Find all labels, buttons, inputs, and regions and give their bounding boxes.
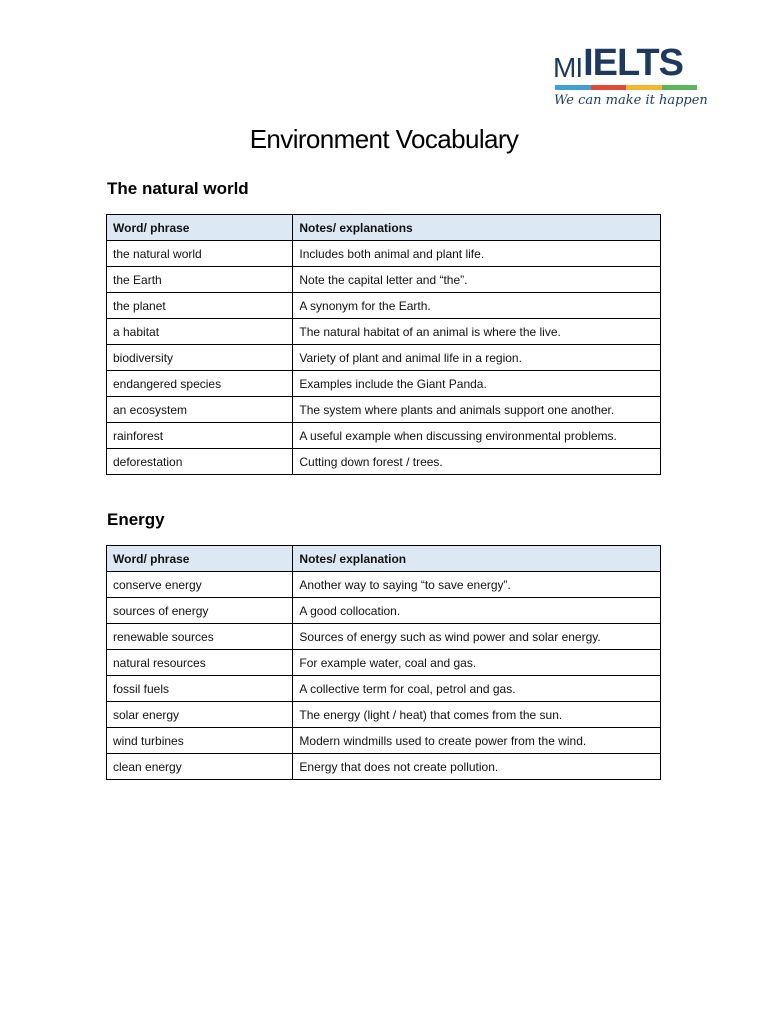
- logo: [553, 42, 708, 116]
- logo-bar-segment: [555, 85, 591, 90]
- notes-cell: Cutting down forest / trees.: [293, 449, 661, 475]
- column-header-notes: Notes/ explanations: [293, 215, 661, 241]
- table-row: [107, 397, 661, 423]
- logo-color-bar: [555, 85, 697, 90]
- document-title: Environment Vocabulary: [249, 124, 519, 154]
- table-row: [107, 319, 661, 345]
- table-row: [107, 293, 661, 319]
- vocabulary-table-natural-world: [106, 214, 661, 475]
- notes-cell: A collective term for coal, petrol and gas.: [293, 676, 661, 702]
- table-row: [107, 598, 661, 624]
- notes-cell: The natural habitat of an animal is where the live.: [293, 319, 661, 345]
- word-cell: endangered species: [107, 371, 293, 397]
- table-row: [107, 423, 661, 449]
- notes-cell: For example water, coal and gas.: [293, 650, 661, 676]
- word-cell: conserve energy: [107, 572, 293, 598]
- word-cell: sources of energy: [107, 598, 293, 624]
- notes-cell: The system where plants and animals support one another.: [293, 397, 661, 423]
- table-row: [107, 650, 661, 676]
- notes-cell: Sources of energy such as wind power and solar energy.: [293, 624, 661, 650]
- word-cell: the Earth: [107, 267, 293, 293]
- table-body: [107, 572, 661, 780]
- word-cell: renewable sources: [107, 624, 293, 650]
- notes-cell: A synonym for the Earth.: [293, 293, 661, 319]
- table-row: [107, 702, 661, 728]
- vocabulary-table-energy: [106, 545, 661, 780]
- notes-cell: Energy that does not create pollution.: [293, 754, 661, 780]
- word-cell: the planet: [107, 293, 293, 319]
- notes-cell: Variety of plant and animal life in a region.: [293, 345, 661, 371]
- word-cell: deforestation: [107, 449, 293, 475]
- table-row: [107, 267, 661, 293]
- word-cell: clean energy: [107, 754, 293, 780]
- word-cell: the natural world: [107, 241, 293, 267]
- notes-cell: A useful example when discussing environmental problems.: [293, 423, 661, 449]
- table-header-row: [107, 546, 661, 572]
- notes-cell: Includes both animal and plant life.: [293, 241, 661, 267]
- logo-bar-segment: [662, 85, 698, 90]
- logo-bar-segment: [591, 85, 627, 90]
- logo-bar-segment: [626, 85, 662, 90]
- word-cell: solar energy: [107, 702, 293, 728]
- table-row: [107, 371, 661, 397]
- column-header-word: Word/ phrase: [107, 215, 293, 241]
- table-row: [107, 572, 661, 598]
- notes-cell: Note the capital letter and “the”.: [293, 267, 661, 293]
- word-cell: fossil fuels: [107, 676, 293, 702]
- table-header-row: [107, 215, 661, 241]
- table-row: [107, 449, 661, 475]
- word-cell: wind turbines: [107, 728, 293, 754]
- notes-cell: Modern windmills used to create power from the wind.: [293, 728, 661, 754]
- logo-wordmark: [553, 44, 683, 82]
- word-cell: an ecosystem: [107, 397, 293, 423]
- section-heading-energy: Energy: [107, 510, 165, 529]
- table-row: [107, 241, 661, 267]
- table-body: [107, 241, 661, 475]
- logo-mi: MI: [553, 52, 583, 83]
- word-cell: natural resources: [107, 650, 293, 676]
- logo-ielts: IELTS: [583, 42, 683, 84]
- notes-cell: A good collocation.: [293, 598, 661, 624]
- word-cell: rainforest: [107, 423, 293, 449]
- column-header-word: Word/ phrase: [107, 546, 293, 572]
- table-row: [107, 754, 661, 780]
- notes-cell: The energy (light / heat) that comes from the sun.: [293, 702, 661, 728]
- column-header-notes: Notes/ explanation: [293, 546, 661, 572]
- table-row: [107, 345, 661, 371]
- table-row: [107, 676, 661, 702]
- word-cell: a habitat: [107, 319, 293, 345]
- notes-cell: Another way to saying “to save energy”.: [293, 572, 661, 598]
- logo-tagline: We can make it happen: [554, 93, 708, 108]
- word-cell: biodiversity: [107, 345, 293, 371]
- table-row: [107, 624, 661, 650]
- section-heading-natural-world: The natural world: [107, 179, 249, 198]
- table-row: [107, 728, 661, 754]
- notes-cell: Examples include the Giant Panda.: [293, 371, 661, 397]
